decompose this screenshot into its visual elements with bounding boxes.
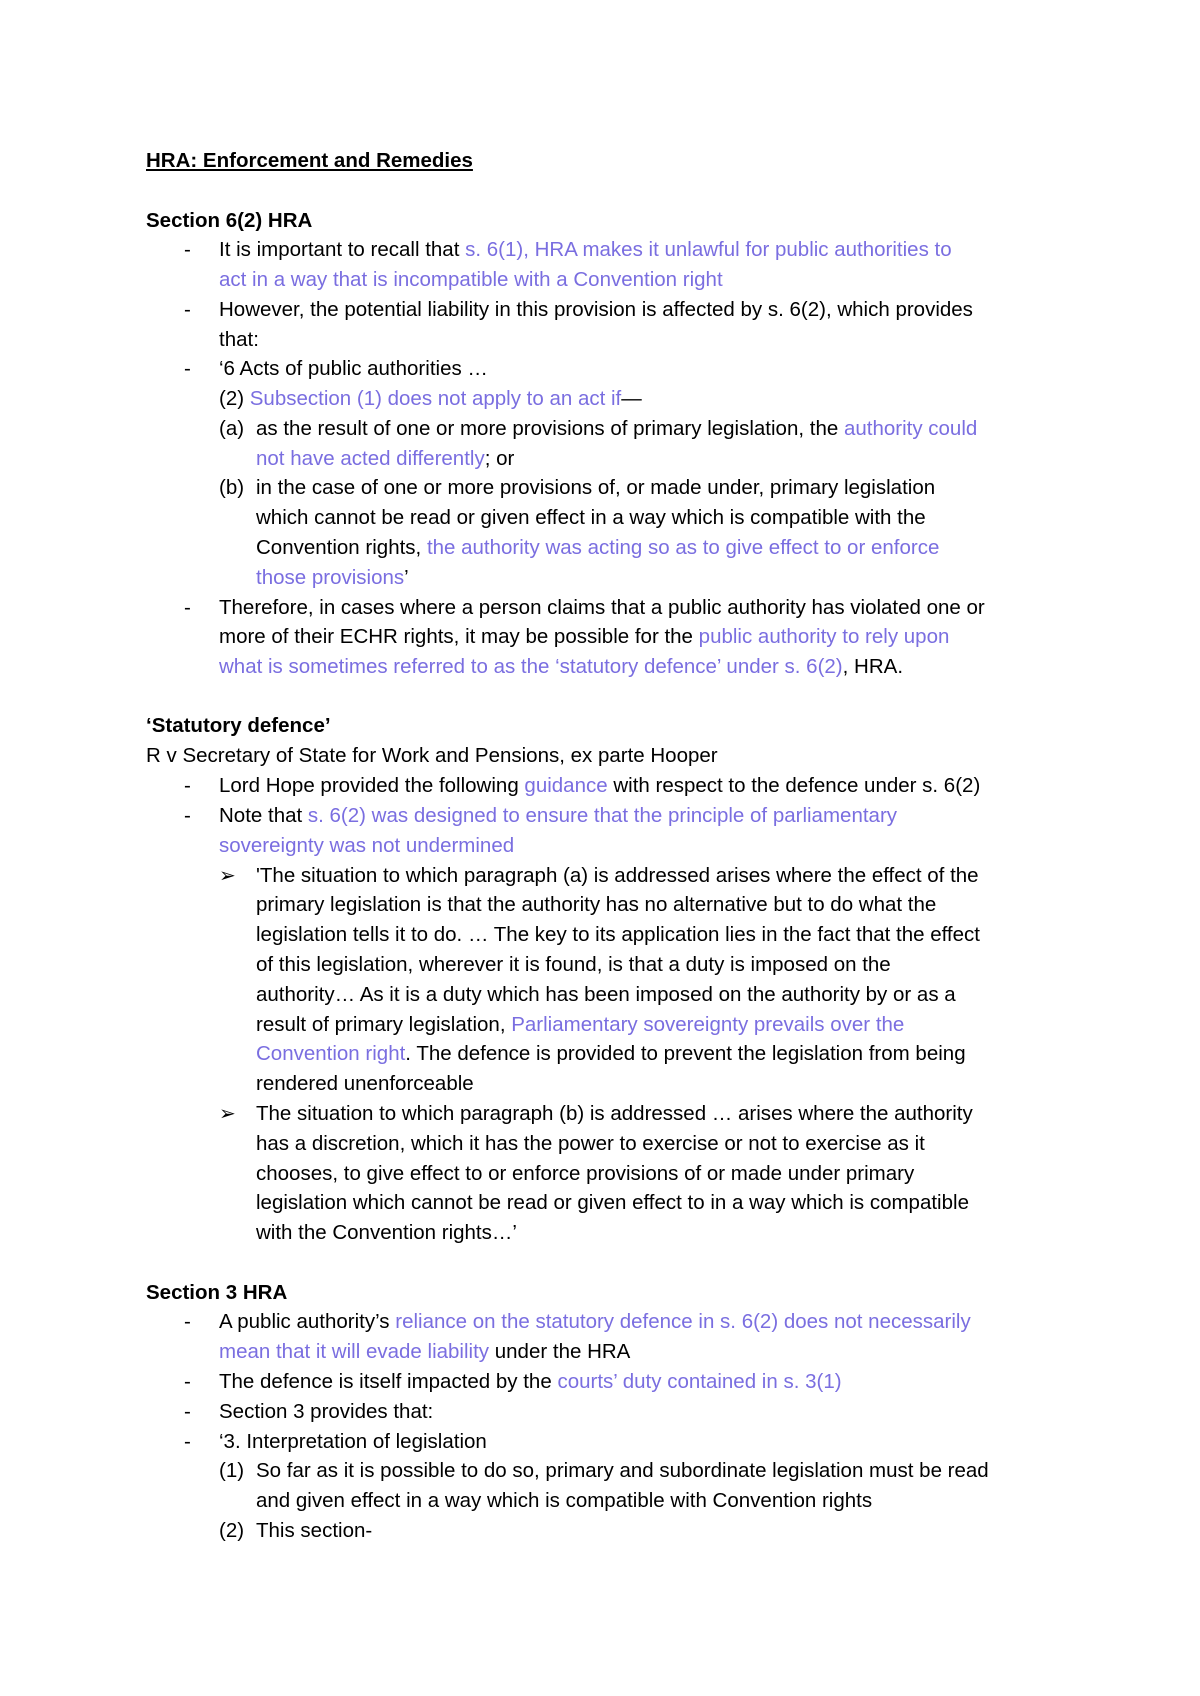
text-line: with the Convention rights…’ [256,1221,517,1244]
text-line: ‘6 Acts of public authorities … [219,357,488,380]
text-line: legislation tells it to do. … The key to its application lies in the fact that the effect [256,923,980,946]
text-line: rendered unenforceable [256,1072,474,1095]
list-marker: - [184,804,191,827]
text-line: ‘3. Interpretation of legislation [219,1430,487,1453]
text-line: Note that s. 6(2) was designed to ensure that the principle of parliamentary [219,804,898,827]
text-line: A public authority’s reliance on the statutory defence in s. 6(2) does not necessarily [219,1310,971,1333]
arrow-bullet-icon: ➢ [219,1103,236,1125]
text-line: in the case of one or more provisions of, or made under, primary legislation [256,476,936,499]
document-title: HRA: Enforcement and Remedies [146,149,473,172]
text-line: It is important to recall that s. 6(1), HRA makes it unlawful for public authorities to [219,238,952,261]
text-line: mean that it will evade liability under the HRA [219,1340,631,1363]
arrow-bullet-icon: ➢ [219,865,236,887]
section-heading: ‘Statutory defence’ [146,714,331,737]
case-name: R v Secretary of State for Work and Pensions, ex parte Hooper [146,744,718,767]
list-marker: - [184,298,191,321]
list-marker: - [184,1430,191,1453]
text-line: has a discretion, which it has the power to exercise or not to exercise as it [256,1132,925,1155]
section-heading: Section 3 HRA [146,1281,288,1304]
text-line: The situation to which paragraph (b) is addressed … arises where the authority [256,1102,973,1125]
text-line: Section 3 provides that: [219,1400,434,1423]
list-marker: (2) [219,1519,245,1542]
text-line: (2) Subsection (1) does not apply to an act if— [219,387,642,410]
list-marker: - [184,596,191,619]
text-line: Lord Hope provided the following guidance with respect to the defence under s. 6(2) [219,774,981,797]
text-line: not have acted differently; or [256,447,515,470]
text-line: primary legislation is that the authority has no alternative but to do what the [256,893,937,916]
list-marker: - [184,1400,191,1423]
text-line: Therefore, in cases where a person claims that a public authority has violated one or [219,596,985,619]
section-heading: Section 6(2) HRA [146,209,313,232]
text-line: sovereignty was not undermined [219,834,515,857]
text-line: This section- [256,1519,373,1542]
text-line: authority… As it is a duty which has been imposed on the authority by or as a [256,983,956,1006]
list-marker: (1) [219,1459,245,1482]
text-line: of this legislation, wherever it is found, is that a duty is imposed on the [256,953,891,976]
list-marker: - [184,357,191,380]
text-line: legislation which cannot be read or given effect to in a way which is compatible [256,1191,969,1214]
text-line: that: [219,328,259,351]
list-marker: - [184,1370,191,1393]
text-line: So far as it is possible to do so, primary and subordinate legislation must be read [256,1459,989,1482]
list-marker: - [184,774,191,797]
list-marker: (b) [219,476,245,499]
list-marker: - [184,1310,191,1333]
text-line: result of primary legislation, Parliamentary sovereignty prevails over the [256,1013,905,1036]
list-marker: - [184,238,191,261]
list-marker: (a) [219,417,245,440]
text-line: The defence is itself impacted by the courts’ duty contained in s. 3(1) [219,1370,842,1393]
text-line: those provisions’ [256,566,409,589]
text-line: which cannot be read or given effect in a way which is compatible with the [256,506,926,529]
text-line: Convention right. The defence is provided to prevent the legislation from being [256,1042,966,1065]
text-line: as the result of one or more provisions of primary legislation, the authority could [256,417,978,440]
text-line: chooses, to give effect to or enforce provisions of or made under primary [256,1162,915,1185]
text-line: However, the potential liability in this provision is affected by s. 6(2), which provides [219,298,973,321]
text-line: Convention rights, the authority was acting so as to give effect to or enforce [256,536,940,559]
text-line: and given effect in a way which is compatible with Convention rights [256,1489,873,1512]
text-line: more of their ECHR rights, it may be possible for the public authority to rely upon [219,625,950,648]
text-line: act in a way that is incompatible with a Convention right [219,268,723,291]
text-line: 'The situation to which paragraph (a) is addressed arises where the effect of the [256,864,979,887]
text-line: what is sometimes referred to as the ‘statutory defence’ under s. 6(2), HRA. [219,655,904,678]
